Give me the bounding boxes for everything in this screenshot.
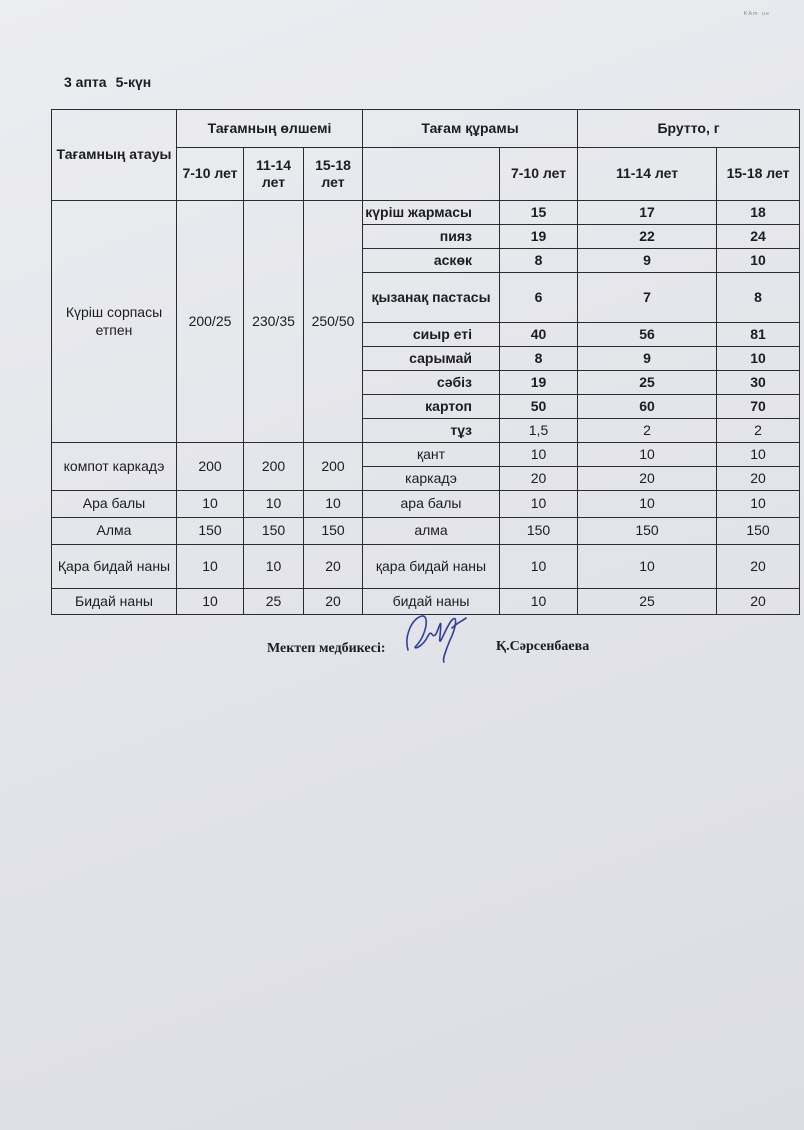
portion-cell: 150: [304, 518, 363, 545]
portion-age-header: 7-10 лет: [177, 148, 244, 201]
menu-table: [51, 109, 800, 615]
brutto-cell: 25: [578, 371, 717, 395]
brutto-cell: 10: [500, 545, 578, 589]
brutto-cell: 17: [578, 201, 717, 225]
brutto-cell: 8: [500, 249, 578, 273]
brutto-cell: 7: [578, 273, 717, 323]
portion-cell: 200/25: [177, 201, 244, 443]
brutto-cell: 20: [578, 467, 717, 491]
table-row: [52, 201, 800, 225]
empty-cell: [363, 148, 500, 201]
ingredient-name: картоп: [363, 395, 500, 419]
col-header-portion: Тағамның өлшемі: [177, 110, 363, 148]
brutto-cell: 8: [717, 273, 800, 323]
portion-cell: 230/35: [244, 201, 304, 443]
brutto-cell: 10: [717, 249, 800, 273]
corner-mark: ᴷᴬᵐ ᵘᵉ: [744, 10, 770, 19]
portion-cell: 150: [244, 518, 304, 545]
ingredient-name: сәбіз: [363, 371, 500, 395]
page-heading: [64, 74, 160, 90]
brutto-cell: 56: [578, 323, 717, 347]
brutto-cell: 81: [717, 323, 800, 347]
brutto-cell: 25: [578, 589, 717, 615]
portion-cell: 10: [244, 491, 304, 518]
portion-cell: 200: [304, 443, 363, 491]
brutto-cell: 6: [500, 273, 578, 323]
brutto-cell: 60: [578, 395, 717, 419]
brutto-cell: 15: [500, 201, 578, 225]
brutto-age-header: 11-14 лет: [578, 148, 717, 201]
portion-age-header: 15-18 лет: [304, 148, 363, 201]
ingredient-name: тұз: [363, 419, 500, 443]
ingredient-name: ара балы: [363, 491, 500, 518]
brutto-age-header: 7-10 лет: [500, 148, 578, 201]
ingredient-name: сарымай: [363, 347, 500, 371]
portion-cell: 150: [177, 518, 244, 545]
ingredient-name: күріш жармасы: [363, 201, 500, 225]
ingredient-name: қызанақ пастасы: [363, 273, 500, 323]
day-label: 5-күн: [115, 74, 152, 90]
brutto-cell: 18: [717, 201, 800, 225]
brutto-cell: 8: [500, 347, 578, 371]
portion-cell: 200: [244, 443, 304, 491]
brutto-cell: 10: [717, 443, 800, 467]
portion-cell: 10: [304, 491, 363, 518]
portion-cell: 200: [177, 443, 244, 491]
ingredient-name: аскөк: [363, 249, 500, 273]
brutto-cell: 20: [500, 467, 578, 491]
ingredient-name: пияз: [363, 225, 500, 249]
brutto-cell: 19: [500, 371, 578, 395]
table-row: [52, 545, 800, 589]
brutto-cell: 30: [717, 371, 800, 395]
brutto-cell: 9: [578, 347, 717, 371]
col-header-brutto: Брутто, г: [578, 110, 800, 148]
brutto-cell: 10: [578, 491, 717, 518]
dish-name: компот каркадэ: [52, 443, 177, 491]
portion-cell: 25: [244, 589, 304, 615]
brutto-cell: 22: [578, 225, 717, 249]
brutto-cell: 50: [500, 395, 578, 419]
brutto-cell: 1,5: [500, 419, 578, 443]
portion-cell: 20: [304, 545, 363, 589]
brutto-cell: 10: [578, 443, 717, 467]
brutto-age-header: 15-18 лет: [717, 148, 800, 201]
handwritten-signature: [402, 606, 472, 666]
portion-cell: 10: [177, 589, 244, 615]
table-row: [52, 491, 800, 518]
brutto-cell: 20: [717, 589, 800, 615]
signature-label: Мектеп медбикесі:: [267, 641, 386, 656]
brutto-cell: 20: [717, 467, 800, 491]
brutto-cell: 10: [578, 545, 717, 589]
portion-age-header: 11-14 лет: [244, 148, 304, 201]
brutto-cell: 10: [717, 491, 800, 518]
brutto-cell: 10: [717, 347, 800, 371]
dish-name: Алма: [52, 518, 177, 545]
nurse-name: Қ.Сәрсенбаева: [496, 639, 590, 654]
brutto-cell: 19: [500, 225, 578, 249]
brutto-cell: 150: [578, 518, 717, 545]
brutto-cell: 10: [500, 491, 578, 518]
dish-name: Ара балы: [52, 491, 177, 518]
col-header-composition: Тағам құрамы: [363, 110, 578, 148]
portion-cell: 250/50: [304, 201, 363, 443]
portion-cell: 10: [244, 545, 304, 589]
ingredient-name: сиыр еті: [363, 323, 500, 347]
ingredient-name: алма: [363, 518, 500, 545]
dish-name: Күріш сорпасы етпен: [52, 201, 177, 443]
brutto-cell: 70: [717, 395, 800, 419]
brutto-cell: 2: [717, 419, 800, 443]
portion-cell: 10: [177, 491, 244, 518]
ingredient-name: қара бидай наны: [363, 545, 500, 589]
brutto-cell: 150: [500, 518, 578, 545]
portion-cell: 20: [304, 589, 363, 615]
dish-name: Бидай наны: [52, 589, 177, 615]
brutto-cell: 150: [717, 518, 800, 545]
col-header-dish: Тағамның атауы: [52, 110, 177, 201]
brutto-cell: 40: [500, 323, 578, 347]
dish-name: Қара бидай наны: [52, 545, 177, 589]
brutto-cell: 9: [578, 249, 717, 273]
ingredient-name: бидай наны: [363, 589, 500, 615]
brutto-cell: 10: [500, 443, 578, 467]
brutto-cell: 24: [717, 225, 800, 249]
table-row: [52, 443, 800, 467]
week-label: 3 апта: [64, 74, 107, 90]
brutto-cell: 10: [500, 589, 578, 615]
brutto-cell: 20: [717, 545, 800, 589]
table-row: [52, 518, 800, 545]
ingredient-name: каркадэ: [363, 467, 500, 491]
portion-cell: 10: [177, 545, 244, 589]
brutto-cell: 2: [578, 419, 717, 443]
ingredient-name: қант: [363, 443, 500, 467]
